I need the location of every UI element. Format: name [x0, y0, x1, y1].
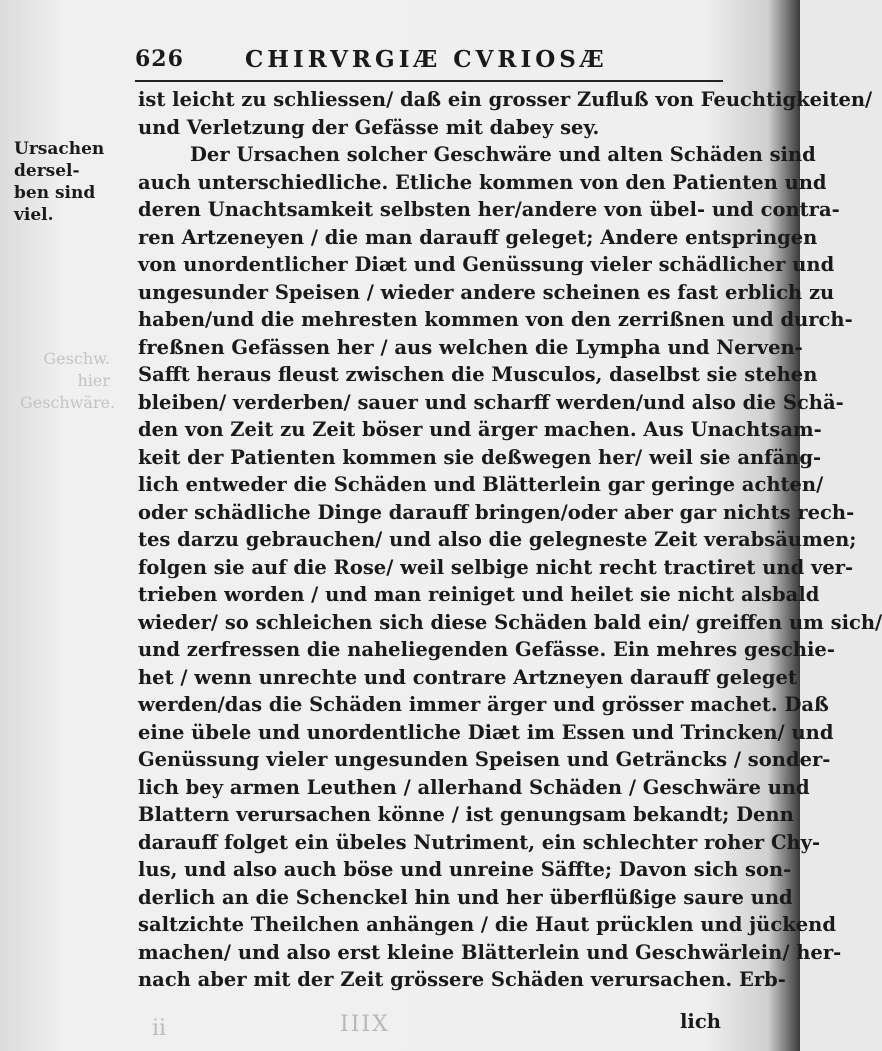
text-line: bleiben/ verderben/ sauer und scharff werden/und also die Schä- — [138, 390, 844, 414]
text-line: und Verletzung der Gefässe mit dabey sey. — [138, 115, 600, 139]
page-number: 626 — [135, 46, 184, 72]
text-line: wieder/ so schleichen sich diese Schäden bald ein/ greiffen um sich/ — [138, 610, 882, 634]
text-line: folgen sie auf die Rose/ weil selbige nicht recht tractiret und ver- — [138, 555, 854, 579]
text-line: het / wenn unrechte und contrare Artzneyen darauff geleget — [138, 665, 797, 689]
text-line: Blattern verursachen könne / ist genungsam bekandt; Denn — [138, 803, 794, 826]
running-title: CHIRVRGIÆ CVRIOSÆ — [245, 46, 608, 73]
header-rule — [135, 80, 723, 82]
text-line: oder schädliche Dinge darauff bringen/oder aber gar nichts rech- — [138, 500, 855, 524]
text-line: Genüssung vieler ungesunden Speisen und Geträncks / sonder- — [138, 748, 831, 771]
text-line: trieben worden / und man reiniget und heilet sie nicht alsbald — [138, 583, 820, 606]
text-line: Safft heraus fleust zwischen die Musculos, daselbst sie stehen — [138, 363, 818, 386]
text-line: den von Zeit zu Zeit böser und ärger machen. Aus Unachtsam- — [138, 418, 822, 441]
text-line: Der Ursachen solcher Geschwäre und alten Schäden sind — [190, 143, 816, 166]
bottom-mark-center: IIIX — [340, 1012, 390, 1037]
text-line: darauff folget ein übeles Nutriment, ein schlechter roher Chy- — [138, 830, 821, 854]
text-line: derlich an die Schenckel hin und her überflüßige saure und — [138, 885, 793, 909]
text-line: keit der Patienten kommen sie deßwegen her/ weil sie anfäng- — [138, 445, 822, 469]
text-line: und zerfressen die naheliegenden Gefässe. Ein mehres geschie- — [138, 638, 835, 661]
text-line: von unordentlicher Diæt und Genüssung vieler schädlicher und — [138, 253, 835, 276]
page-header — [135, 42, 725, 78]
text-line: machen/ und also erst kleine Blätterlein und Geschwärlein/ her- — [138, 940, 842, 964]
catchword: lich — [680, 1010, 721, 1033]
text-line: saltzichte Theilchen anhängen / die Haut prücklen und jückend — [138, 913, 836, 936]
text-line: nach aber mit der Zeit grössere Schäden verursachen. Erb- — [138, 968, 786, 991]
text-line: ungesunder Speisen / wieder andere scheinen es fast erblich zu — [138, 280, 835, 304]
text-line: freßnen Gefässen her / aus welchen die Lympha und Nerven- — [138, 335, 803, 359]
text-line: auch unterschiedliche. Etliche kommen von den Patienten und — [138, 170, 827, 194]
text-line: lich entweder die Schäden und Blätterlein gar geringe achten/ — [138, 473, 824, 496]
margin-note-line: Ursachen dersel- — [14, 139, 105, 181]
text-line: eine übele und unordentliche Diæt im Essen und Trincken/ und — [138, 720, 834, 744]
text-line: lich bey armen Leuthen / allerhand Schäden / Geschwäre und — [138, 775, 810, 799]
text-line: deren Unachtsamkeit selbsten her/andere von übel- und contra- — [138, 198, 840, 221]
bottom-mark-left: ii — [152, 1016, 167, 1041]
text-line: haben/und die mehresten kommen von den zerrißnen und durch- — [138, 308, 853, 331]
body-text — [138, 86, 882, 994]
text-line: ist leicht zu schliessen/ daß ein grosser Zufluß von Feuchtigkeiten/ — [138, 88, 873, 111]
text-line: werden/das die Schäden immer ärger und grösser machet. Daß — [138, 693, 829, 716]
text-line: lus, und also auch böse und unreine Säffte; Davon sich son- — [138, 858, 792, 881]
bleed-through-text — [20, 348, 116, 414]
bleed-line: Geschwäre. — [20, 393, 116, 412]
bleed-line: Geschw. hier — [43, 349, 110, 390]
margin-note-line: ben sind viel. — [14, 183, 96, 225]
text-line: ren Artzeneyen / die man darauff geleget; Andere entspringen — [138, 225, 818, 249]
margin-note — [14, 138, 124, 226]
text-line: tes darzu gebrauchen/ und also die gelegneste Zeit verabsäumen; — [138, 528, 857, 551]
